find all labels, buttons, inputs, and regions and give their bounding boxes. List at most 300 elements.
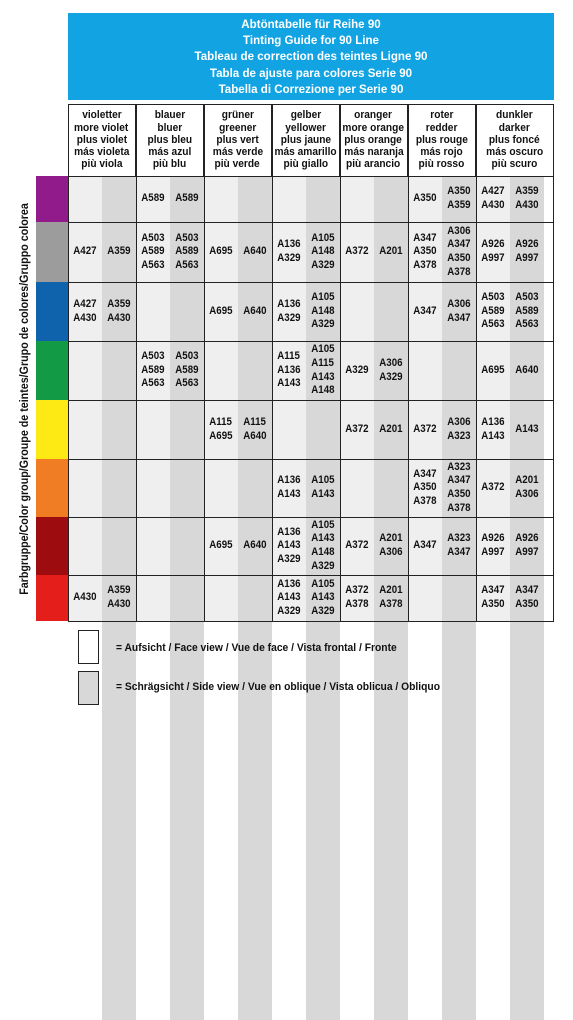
side-view-cell xyxy=(306,222,340,282)
tint-code: A430 xyxy=(107,598,131,610)
column-header-line: yellower xyxy=(285,121,326,134)
side-view-cell xyxy=(374,222,408,282)
tint-code: A997 xyxy=(481,546,505,558)
face-view-cell xyxy=(272,341,306,400)
grid-line xyxy=(476,104,477,622)
face-view-cell xyxy=(136,400,170,459)
face-view-label: = Aufsicht / Face view / Vue de face / Vista frontal / Fronte xyxy=(116,642,397,654)
face-view-cell xyxy=(408,176,442,222)
tint-code: A329 xyxy=(345,363,369,376)
face-view-cell xyxy=(68,517,102,575)
tint-code: A430 xyxy=(73,311,97,324)
tint-code: A350 xyxy=(447,488,471,500)
tint-code: A329 xyxy=(277,252,301,264)
tint-code: A563 xyxy=(175,377,199,390)
side-view-cell xyxy=(374,282,408,341)
side-view-cell xyxy=(238,400,272,459)
tint-code: A359 xyxy=(447,199,471,211)
face-view-cell xyxy=(68,341,102,400)
face-view-cell xyxy=(408,459,442,517)
tint-code: A105 xyxy=(311,474,335,487)
tint-code: A347 xyxy=(481,584,505,597)
column-header-line: más azul xyxy=(148,146,191,159)
face-view-cell xyxy=(68,400,102,459)
tint-code: A347 xyxy=(447,311,471,324)
tint-code: A347 xyxy=(413,467,437,480)
column-header-line: plus bleu xyxy=(147,133,192,146)
column-header-line: más rojo xyxy=(420,146,463,159)
face-view-cell xyxy=(476,176,510,222)
grid-line xyxy=(68,517,554,518)
grid-line xyxy=(68,341,554,342)
face-view-cell xyxy=(204,341,238,400)
tint-code: A372 xyxy=(481,481,505,494)
column-header-line: più rosso xyxy=(418,158,465,171)
tint-code: A306 xyxy=(379,356,403,369)
side-view-cell-bg xyxy=(510,575,544,1020)
face-view-cell xyxy=(272,459,306,517)
column-header-line: más naranja xyxy=(343,146,404,159)
side-view-swatch xyxy=(78,671,99,705)
side-view-cell xyxy=(306,176,340,222)
grid-line xyxy=(553,104,554,622)
tint-code: A143 xyxy=(311,532,335,545)
color-group-swatch xyxy=(36,575,68,621)
column-header-line: roter xyxy=(429,109,454,122)
side-view-cell xyxy=(102,222,136,282)
tint-code: A350 xyxy=(447,185,471,198)
tint-code: A589 xyxy=(481,304,505,317)
side-view-cell xyxy=(306,282,340,341)
tint-code: A503 xyxy=(141,350,165,363)
tint-code: A306 xyxy=(379,546,403,558)
tint-code: A201 xyxy=(379,422,403,435)
tint-code: A105 xyxy=(311,291,335,304)
face-view-cell xyxy=(136,176,170,222)
tint-code: A427 xyxy=(73,297,97,310)
grid-line xyxy=(68,575,554,576)
side-view-cell xyxy=(442,400,476,459)
column-header-line: more violet xyxy=(74,121,129,134)
title-line-es: Tabla de ajuste para colores Serie 90 xyxy=(209,65,413,80)
side-view-cell xyxy=(102,459,136,517)
table-row xyxy=(68,400,554,459)
side-view-cell xyxy=(102,341,136,400)
grid-line xyxy=(340,104,341,622)
column-header-line: grüner xyxy=(221,109,254,122)
column-header-line: oranger xyxy=(354,109,393,122)
tint-code: A329 xyxy=(379,370,403,383)
side-view-cell xyxy=(306,459,340,517)
tint-code: A359 xyxy=(515,185,539,198)
tint-code: A115 xyxy=(243,415,267,428)
tint-code: A997 xyxy=(515,252,539,264)
tint-code: A136 xyxy=(277,297,301,310)
column-header-line: gelber xyxy=(290,109,321,122)
title-line-it: Tabella di Correzione per Serie 90 xyxy=(218,81,404,96)
face-view-cell xyxy=(136,341,170,400)
grid-line xyxy=(408,104,409,622)
face-view-cell xyxy=(272,222,306,282)
tint-code: A372 xyxy=(345,422,369,435)
face-view-cell xyxy=(408,575,442,621)
column-header-line: violetter xyxy=(81,109,122,122)
tint-code: A503 xyxy=(175,350,199,363)
title-line-fr: Tableau de correction des teintes Ligne 90 xyxy=(194,49,428,64)
tint-code: A589 xyxy=(175,363,199,376)
tint-code: A563 xyxy=(481,318,505,331)
tint-code: A997 xyxy=(515,546,539,558)
column-header-line: plus rouge xyxy=(415,133,468,146)
side-view-cell-bg xyxy=(442,575,476,1020)
table-title-banner xyxy=(68,13,554,100)
tint-code: A640 xyxy=(243,245,267,258)
color-group-label: Farbgruppe/Color group/Groupe de teintes/Grupo de colores/Gruppo colorea xyxy=(19,202,31,595)
tint-code: A329 xyxy=(311,559,335,572)
side-view-cell xyxy=(442,517,476,575)
tint-code: A695 xyxy=(209,245,233,258)
tint-code: A136 xyxy=(277,525,301,538)
column-header xyxy=(136,104,204,176)
tint-code: A589 xyxy=(141,363,165,376)
side-view-cell xyxy=(510,575,544,621)
tint-code: A350 xyxy=(447,252,471,264)
color-group-swatch xyxy=(36,222,68,282)
tint-code: A372 xyxy=(345,245,369,258)
side-view-cell xyxy=(442,341,476,400)
side-view-cell xyxy=(510,176,544,222)
side-view-cell xyxy=(306,575,340,621)
tint-code: A350 xyxy=(413,245,437,258)
column-header-line: plus orange xyxy=(344,133,403,146)
face-view-cell xyxy=(68,222,102,282)
side-view-cell xyxy=(238,176,272,222)
side-view-cell xyxy=(170,400,204,459)
tint-code: A329 xyxy=(311,604,335,617)
tint-code: A306 xyxy=(515,488,539,500)
side-view-label: = Schrägsicht / Side view / Vue en oblique / Vista oblicua / Obliquo xyxy=(116,681,441,693)
side-view-cell xyxy=(102,400,136,459)
face-view-cell xyxy=(68,282,102,341)
tint-code: A347 xyxy=(413,231,437,244)
tint-code: A350 xyxy=(413,192,437,205)
tint-code: A589 xyxy=(515,304,539,317)
column-header xyxy=(204,104,272,176)
grid-line xyxy=(68,222,554,223)
face-view-cell xyxy=(136,282,170,341)
face-view-cell xyxy=(204,459,238,517)
tint-code: A347 xyxy=(447,238,471,251)
face-view-cell xyxy=(204,517,238,575)
tint-code: A430 xyxy=(107,311,131,324)
tint-code: A926 xyxy=(515,532,539,545)
color-group-swatch xyxy=(36,341,68,400)
side-view-cell xyxy=(238,341,272,400)
table-row xyxy=(68,282,554,341)
column-header-line: más amarillo xyxy=(274,146,337,159)
side-view-cell xyxy=(238,222,272,282)
face-view-cell xyxy=(272,282,306,341)
tint-code: A926 xyxy=(481,238,505,251)
color-group-swatch xyxy=(36,459,68,517)
tint-code: A997 xyxy=(481,252,505,264)
tint-code: A563 xyxy=(141,377,165,390)
tint-code: A563 xyxy=(515,318,539,331)
side-view-cell xyxy=(510,222,544,282)
tint-code: A148 xyxy=(311,245,335,258)
tint-code: A430 xyxy=(481,199,505,211)
tint-code: A143 xyxy=(311,591,335,604)
tint-code: A503 xyxy=(141,231,165,244)
grid-line xyxy=(68,400,554,401)
tint-code: A563 xyxy=(141,258,165,271)
tint-code: A372 xyxy=(345,539,369,552)
tint-code: A148 xyxy=(311,304,335,317)
face-view-cell xyxy=(476,575,510,621)
grid-line xyxy=(68,104,554,105)
tint-code: A329 xyxy=(311,258,335,271)
tint-code: A347 xyxy=(447,474,471,487)
tint-code: A115 xyxy=(277,350,301,363)
color-group-swatch xyxy=(36,517,68,575)
side-view-cell xyxy=(442,459,476,517)
side-view-cell xyxy=(510,282,544,341)
table-row xyxy=(68,459,554,517)
column-header-line: plus vert xyxy=(216,133,259,146)
face-view-cell xyxy=(68,459,102,517)
tint-code: A563 xyxy=(175,258,199,271)
face-view-cell xyxy=(272,517,306,575)
tint-code: A329 xyxy=(277,552,301,565)
side-view-cell xyxy=(306,341,340,400)
face-view-cell xyxy=(408,517,442,575)
tint-code: A105 xyxy=(311,518,335,531)
tint-code: A136 xyxy=(277,577,301,590)
side-view-cell xyxy=(510,517,544,575)
tint-code: A589 xyxy=(141,192,165,205)
tint-code: A359 xyxy=(107,297,131,310)
tint-code: A378 xyxy=(345,598,369,610)
grid-line xyxy=(68,104,69,622)
face-view-cell xyxy=(408,400,442,459)
tint-code: A143 xyxy=(481,429,505,442)
tint-code: A372 xyxy=(413,422,437,435)
tint-code: A143 xyxy=(277,591,301,604)
tint-code: A589 xyxy=(175,245,199,258)
tint-code: A427 xyxy=(73,245,97,258)
face-view-cell xyxy=(204,400,238,459)
column-header xyxy=(68,104,136,176)
side-view-cell xyxy=(170,575,204,621)
title-line-de: Abtöntabelle für Reihe 90 xyxy=(241,16,381,31)
tint-code: A695 xyxy=(209,429,233,442)
tint-code: A136 xyxy=(277,363,301,376)
tint-code: A503 xyxy=(481,291,505,304)
tint-code: A148 xyxy=(311,384,335,397)
tint-code: A201 xyxy=(515,474,539,487)
side-view-cell xyxy=(510,400,544,459)
face-view-cell xyxy=(340,222,374,282)
face-view-cell xyxy=(340,282,374,341)
table-row xyxy=(68,575,554,621)
column-header-line: più verde xyxy=(214,158,261,171)
face-view-cell xyxy=(136,459,170,517)
tint-code: A378 xyxy=(413,258,437,271)
color-group-axis-label xyxy=(14,176,36,621)
column-header-line: plus foncé xyxy=(489,133,540,146)
face-view-cell xyxy=(476,222,510,282)
tint-code: A306 xyxy=(447,224,471,237)
tint-code: A640 xyxy=(243,539,267,552)
tint-code: A378 xyxy=(413,494,437,507)
tint-code: A359 xyxy=(107,245,131,258)
face-view-cell xyxy=(476,282,510,341)
column-header-line: greener xyxy=(218,121,257,134)
side-view-cell xyxy=(238,575,272,621)
face-view-cell xyxy=(136,575,170,621)
table-row xyxy=(68,176,554,222)
tint-code: A347 xyxy=(413,539,437,552)
tint-code: A136 xyxy=(481,415,505,428)
column-header xyxy=(272,104,340,176)
side-view-cell xyxy=(170,341,204,400)
tint-code: A350 xyxy=(515,598,539,610)
face-view-cell xyxy=(408,282,442,341)
grid-line xyxy=(68,282,554,283)
tint-code: A115 xyxy=(209,415,233,428)
column-header xyxy=(408,104,476,176)
column-header-line: redder xyxy=(425,121,458,134)
face-view-cell xyxy=(204,222,238,282)
side-view-cell xyxy=(102,575,136,621)
tint-code: A695 xyxy=(481,363,505,376)
side-view-cell xyxy=(238,282,272,341)
side-view-cell xyxy=(170,517,204,575)
side-view-cell xyxy=(374,341,408,400)
tint-code: A347 xyxy=(413,304,437,317)
face-view-cell xyxy=(340,400,374,459)
column-header-line: blauer xyxy=(154,109,185,122)
side-view-cell xyxy=(442,282,476,341)
side-view-cell xyxy=(442,575,476,621)
tint-code: A323 xyxy=(447,429,471,442)
tint-code: A323 xyxy=(447,460,471,473)
face-view-cell xyxy=(476,400,510,459)
color-group-swatch xyxy=(36,176,68,222)
tint-code: A306 xyxy=(447,297,471,310)
tint-code: A105 xyxy=(311,231,335,244)
column-header-line: more orange xyxy=(342,121,405,134)
column-header-line: darker xyxy=(498,121,531,134)
tint-code: A372 xyxy=(345,584,369,597)
tint-code: A136 xyxy=(277,474,301,487)
tint-code: A143 xyxy=(515,422,539,435)
side-view-cell xyxy=(306,517,340,575)
side-view-cell xyxy=(102,282,136,341)
face-view-cell xyxy=(136,517,170,575)
column-header xyxy=(340,104,408,176)
face-view-cell xyxy=(136,222,170,282)
tint-code: A143 xyxy=(277,488,301,500)
tint-code: A350 xyxy=(413,481,437,494)
side-view-cell xyxy=(442,222,476,282)
side-view-cell xyxy=(442,176,476,222)
side-view-cell xyxy=(170,222,204,282)
face-view-cell xyxy=(340,575,374,621)
tint-code: A136 xyxy=(277,238,301,251)
tint-code: A115 xyxy=(311,356,335,369)
face-view-cell xyxy=(340,341,374,400)
side-view-cell xyxy=(102,176,136,222)
tint-code: A148 xyxy=(311,546,335,558)
side-view-cell xyxy=(170,459,204,517)
tint-code: A201 xyxy=(379,245,403,258)
tint-code: A640 xyxy=(243,429,267,442)
tint-code: A378 xyxy=(447,501,471,514)
face-view-cell xyxy=(340,517,374,575)
tint-code: A695 xyxy=(209,539,233,552)
face-view-cell xyxy=(204,176,238,222)
tint-code: A329 xyxy=(311,318,335,331)
tint-code: A926 xyxy=(515,238,539,251)
tint-code: A329 xyxy=(277,604,301,617)
grid-line xyxy=(68,621,554,622)
tint-code: A347 xyxy=(515,584,539,597)
face-view-cell xyxy=(408,222,442,282)
title-line-en: Tinting Guide for 90 Line xyxy=(243,33,379,48)
tint-code: A695 xyxy=(209,304,233,317)
side-view-cell xyxy=(306,400,340,459)
tint-code: A105 xyxy=(311,343,335,356)
tint-code: A640 xyxy=(243,304,267,317)
grid-line xyxy=(272,104,273,622)
column-header xyxy=(476,104,554,176)
side-view-cell xyxy=(374,176,408,222)
tint-code: A143 xyxy=(277,539,301,552)
tint-code: A378 xyxy=(447,265,471,278)
tint-code: A430 xyxy=(515,199,539,211)
face-view-swatch xyxy=(78,630,99,664)
face-view-cell xyxy=(476,341,510,400)
side-view-cell xyxy=(374,400,408,459)
face-view-cell xyxy=(272,575,306,621)
side-view-cell xyxy=(170,282,204,341)
face-view-cell xyxy=(68,176,102,222)
face-view-cell xyxy=(204,575,238,621)
face-view-cell xyxy=(476,517,510,575)
grid-line xyxy=(68,459,554,460)
column-header-line: più arancio xyxy=(346,158,401,171)
table-row xyxy=(68,517,554,575)
tint-code: A323 xyxy=(447,532,471,545)
column-header-line: più giallo xyxy=(283,158,328,171)
face-view-cell xyxy=(476,459,510,517)
column-header-line: plus jaune xyxy=(280,133,331,146)
face-view-cell xyxy=(204,282,238,341)
tint-code: A143 xyxy=(311,370,335,383)
tint-code: A378 xyxy=(379,598,403,610)
tint-code: A359 xyxy=(107,584,131,597)
side-view-cell xyxy=(374,575,408,621)
column-header-line: plus violet xyxy=(76,133,127,146)
column-header-line: más verde xyxy=(212,146,263,159)
side-view-cell xyxy=(510,459,544,517)
face-view-cell xyxy=(272,400,306,459)
tint-code: A143 xyxy=(277,377,301,390)
side-view-cell xyxy=(238,459,272,517)
column-header-line: più blu xyxy=(152,158,187,171)
grid-line xyxy=(136,104,137,622)
